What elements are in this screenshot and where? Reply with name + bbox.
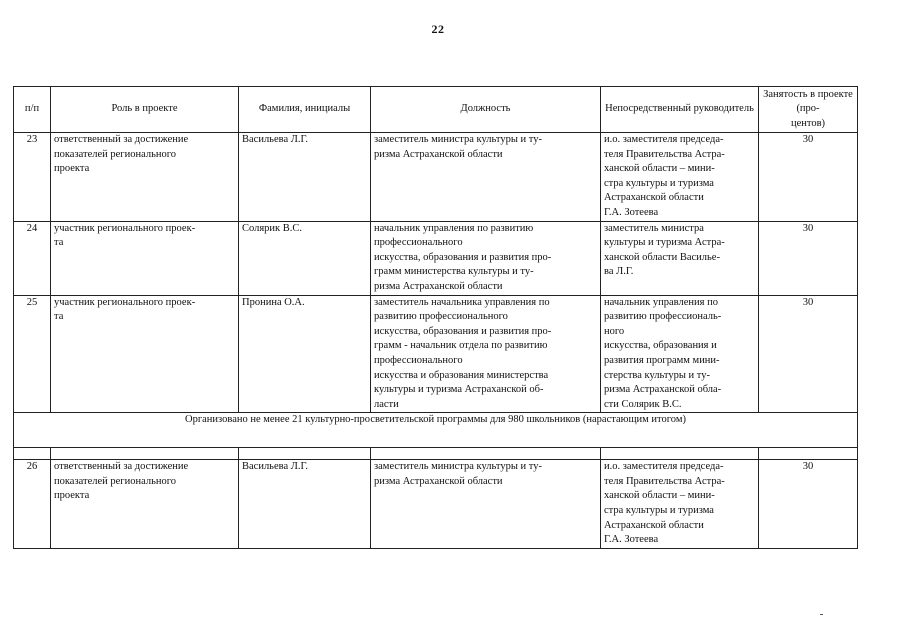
- spacer-cell: [371, 448, 601, 460]
- row-load: 30: [759, 221, 858, 295]
- spacer-cell: [51, 448, 239, 460]
- row-name: Солярик В.С.: [239, 221, 371, 295]
- spacer-cell: [14, 448, 51, 460]
- spacer-cell: [601, 448, 759, 460]
- row-num: 25: [14, 295, 51, 413]
- spacer-cell: [759, 448, 858, 460]
- row-num: 24: [14, 221, 51, 295]
- row-position: заместитель начальника управления по развитию профессионального искусства, образования и развития про- грамм - начальник отдела по развитию профессионального искусства и образования министерства культуры и туризма Астраханской об- ласти: [371, 295, 601, 413]
- row-role: ответственный за достижение показателей регионального проекта: [51, 460, 239, 549]
- section-title-row: [14, 413, 858, 448]
- row-supervisor: и.о. заместителя председа- теля Правительства Астра- ханской области – мини- стра культуры и туризма Астраханской области Г.А. Зотеева: [601, 460, 759, 549]
- row-supervisor: начальник управления по развитию профессиональ- ного искусства, образования и развития программ мини- стерства культуры и ту- ризма Астраханской обла- сти Солярик В.С.: [601, 295, 759, 413]
- header-load: Занятость в проекте (про- центов): [759, 87, 858, 133]
- row-supervisor: заместитель министра культуры и туризма Астра- ханской области Васильe- ва Л.Г.: [601, 221, 759, 295]
- row-num: 23: [14, 133, 51, 222]
- row-num: 26: [14, 460, 51, 549]
- spacer-row: [14, 448, 858, 460]
- scan-mark: [820, 614, 823, 615]
- row-role: ответственный за достижение показателей регионального проекта: [51, 133, 239, 222]
- row-role: участник регионального проек- та: [51, 295, 239, 413]
- table-row: [14, 133, 858, 222]
- table-row: [14, 460, 858, 549]
- table-row: [14, 295, 858, 413]
- table-row: [14, 221, 858, 295]
- row-position: начальник управления по развитию профессионального искусства, образования и развития про- грамм министерства культуры и ту- ризма Астраханской области: [371, 221, 601, 295]
- row-load: 30: [759, 295, 858, 413]
- section-title: Организовано не менее 21 культурно-просветительской программы для 980 школьников (нарастающим итогом): [14, 413, 858, 448]
- row-role: участник регионального проек- та: [51, 221, 239, 295]
- spacer-cell: [239, 448, 371, 460]
- project-team-table: [13, 86, 858, 549]
- row-name: Васильева Л.Г.: [239, 133, 371, 222]
- row-name: Пронина О.А.: [239, 295, 371, 413]
- row-load: 30: [759, 460, 858, 549]
- row-name: Васильева Л.Г.: [239, 460, 371, 549]
- header-role: Роль в проекте: [51, 87, 239, 133]
- page-number: 22: [431, 22, 445, 36]
- row-supervisor: и.о. заместителя председа- теля Правительства Астра- ханской области – мини- стра культуры и туризма Астраханской области Г.А. Зотеева: [601, 133, 759, 222]
- header-supervisor: Непосредственный руководитель: [601, 87, 759, 133]
- header-num: п/п: [14, 87, 51, 133]
- row-position: заместитель министра культуры и ту- ризма Астраханской области: [371, 460, 601, 549]
- header-name: Фамилия, инициалы: [239, 87, 371, 133]
- header-row: [14, 87, 858, 133]
- row-load: 30: [759, 133, 858, 222]
- row-position: заместитель министра культуры и ту- ризма Астраханской области: [371, 133, 601, 222]
- header-position: Должность: [371, 87, 601, 133]
